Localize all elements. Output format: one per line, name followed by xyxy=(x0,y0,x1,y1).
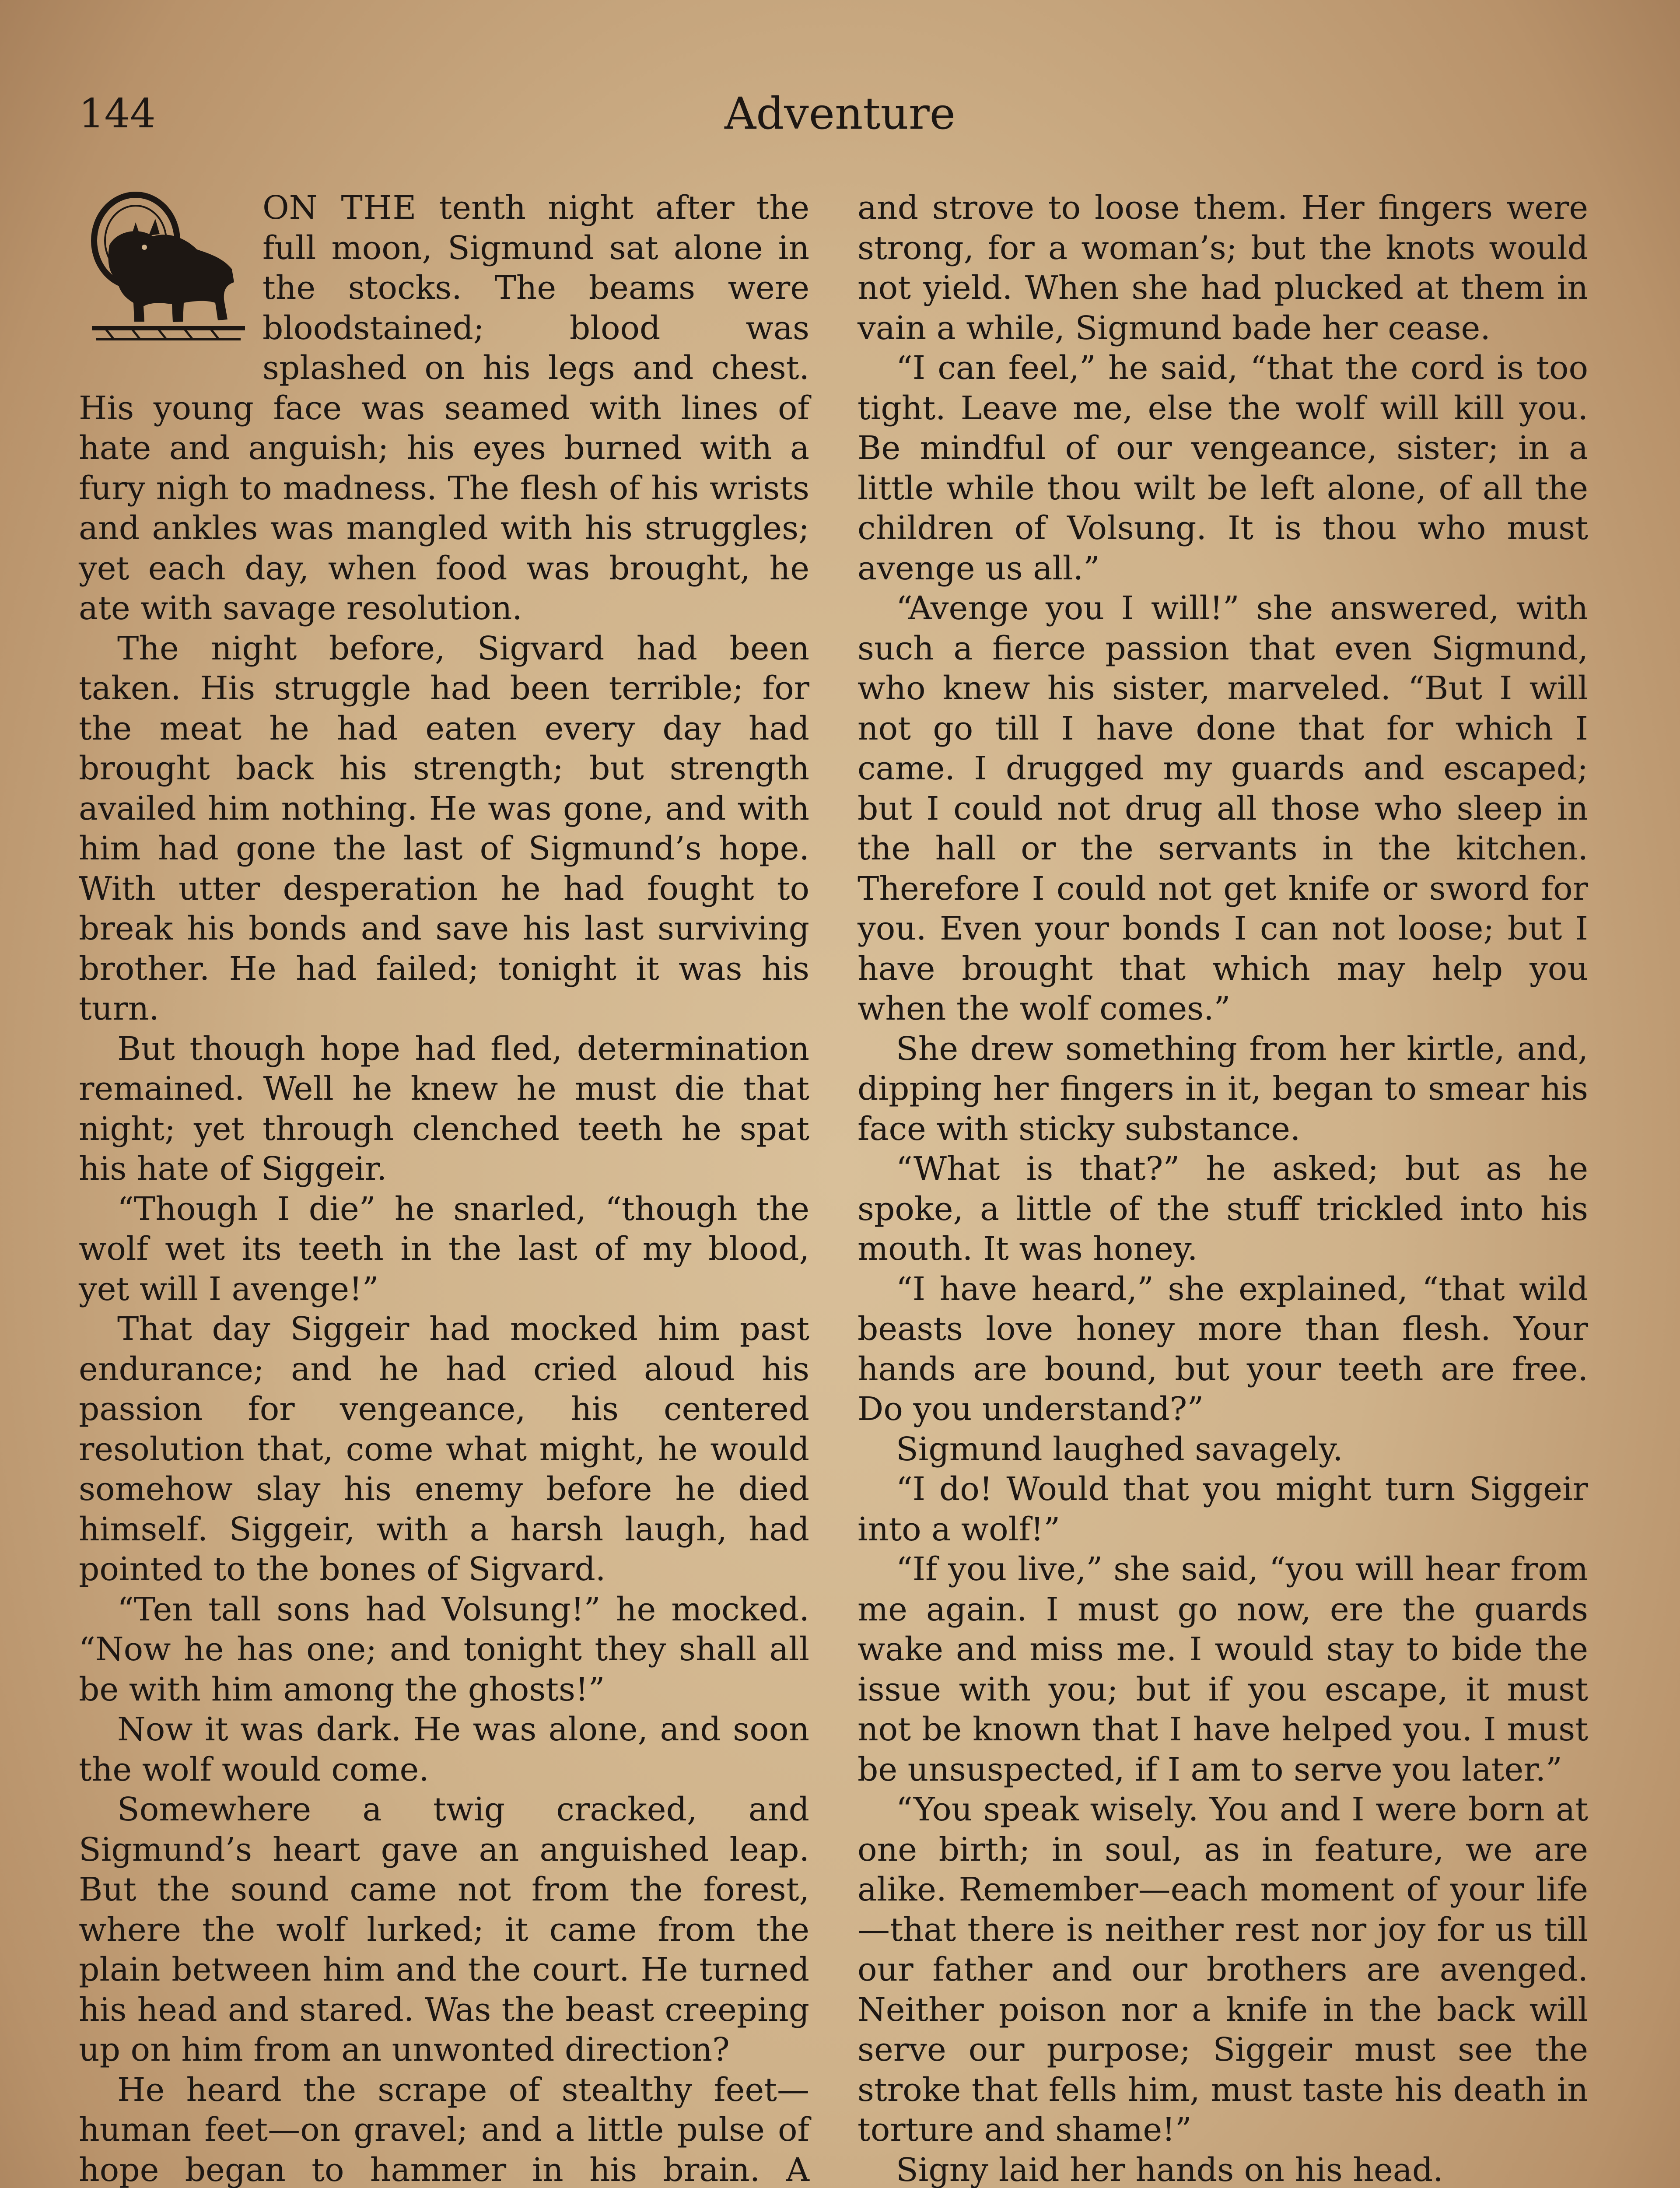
paragraph: Sigmund laughed savagely. xyxy=(896,1430,1343,1468)
wolf-illustration-icon xyxy=(79,188,254,354)
paragraph: Somewhere a twig cracked, and Sigmund’s heart gave an anguished leap. But the sound came not from the forest, where the wolf lurked; it came from the plain between him and the court. He turned his head and stared. Was the beast creeping up on him from an unwonted direction? xyxy=(79,1791,809,2069)
decorative-initial-o xyxy=(79,188,254,354)
paragraph: Now it was dark. He was alone, and soon the wolf would come. xyxy=(79,1711,809,1788)
paragraph: “Though I die” he snarled, “though the wolf wet its teeth in the last of my blood, yet will I avenge!” xyxy=(79,1190,809,1308)
page-header xyxy=(70,83,1610,144)
paragraph-text: tenth night after the full moon, Sigmund sat alone in the stocks. The beams were bloodstained; blood was splashed on his legs and chest. His young face was seamed with lines of hate and anguish; his eyes burned with a fury nigh to madness. The flesh of his wrists and ankles was mangled with his struggles; yet each day, when food was brought, he ate with savage resolution. xyxy=(79,189,809,627)
paragraph: “If you live,” she said, “you will hear from me again. I must go now, ere the guards wake and miss me. I would stay to bide the issue with you; but if you escape, it must not be known that I have helped you. I must be unsuspected, if I am to serve you later.” xyxy=(858,1550,1588,1788)
paragraph: Signy laid her hands on his head. xyxy=(896,2151,1443,2188)
paragraph: She drew something from her kirtle, and, dipping her fingers in it, began to smear his face with sticky substance. xyxy=(858,1030,1588,1148)
paragraph: “I have heard,” she explained, “that wild beasts love honey more than flesh. Your hands are bound, but your teeth are free. Do you understand?” xyxy=(858,1270,1588,1428)
paragraph: That day Siggeir had mocked him past endurance; and he had cried aloud his passion for vengeance, his centered resolution that, come what might, he would somehow slay his enemy before he died himself. Siggeir, with a harsh laugh, had pointed to the bones of Sigvard. xyxy=(79,1310,809,1588)
paragraph: The night before, Sigvard had been taken. His struggle had been terrible; for the meat he had eaten every day had brought back his strength; but strength availed him nothing. He was gone, and with him had gone the last of Sigmund’s hope. With utter desperation he had fought to break his bonds and save his last surviving brother. He had failed; tonight it was his turn. xyxy=(79,629,809,1027)
paragraph: “I do! Would that you might turn Siggeir into a wolf!” xyxy=(858,1470,1588,1548)
right-column xyxy=(858,188,1588,2188)
paragraph: “You speak wisely. You and I were born at one birth; in soul, as in feature, we are alike. Remember—each moment of your life—that there is neither rest nor joy for us till our father and our brothers are avenged. Neither poison nor a knife in the back will serve our purpose; Siggeir must see the stroke that fells him, must taste his death in torture and shame!” xyxy=(858,1791,1588,2149)
opening-smallcaps: N THE xyxy=(289,189,417,227)
page-number: 144 xyxy=(79,90,156,137)
paragraph: “Ten tall sons had Volsung!” he mocked. “Now he has one; and tonight they shall all be with him among the ghosts!” xyxy=(79,1590,809,1708)
paragraph: “What is that?” he asked; but as he spoke, a little of the stuff trickled into his mouth. It was honey. xyxy=(858,1150,1588,1268)
paragraph: “I can feel,” he said, “that the cord is too tight. Leave me, else the wolf will kill you. Be mindful of our vengeance, sister; in a little while thou wilt be left alone, of all the children of Volsung. It is thou who must avenge us all.” xyxy=(858,349,1588,587)
paragraph: But though hope had fled, determination remained. Well he knew he must die that night; yet through clenched teeth he spat his hate of Siggeir. xyxy=(79,1030,809,1188)
left-column xyxy=(79,188,809,2188)
dropcap-letter: O xyxy=(262,189,289,227)
running-head: Adventure xyxy=(724,88,956,139)
paragraph: “Avenge you I will!” she answered, with such a fierce passion that even Sigmund, who knew his sister, marveled. “But I will not go till I have done that for which I came. I drugged my guards and escaped; but I could not drug all those who sleep in the hall or the servants in the kitchen. Therefore I could not get knife or sword for you. Even your bonds I can not loose; but I have brought that which may help you when the wolf comes.” xyxy=(858,589,1588,1027)
paragraph: and strove to loose them. Her fingers were strong, for a woman’s; but the knots would not yield. When she had plucked at them in vain a while, Sigmund bade her cease. xyxy=(858,189,1588,347)
paragraph: He heard the scrape of stealthy feet—human feet—on gravel; and a little pulse of hope began to hammer in his brain. A xyxy=(79,2071,809,2188)
